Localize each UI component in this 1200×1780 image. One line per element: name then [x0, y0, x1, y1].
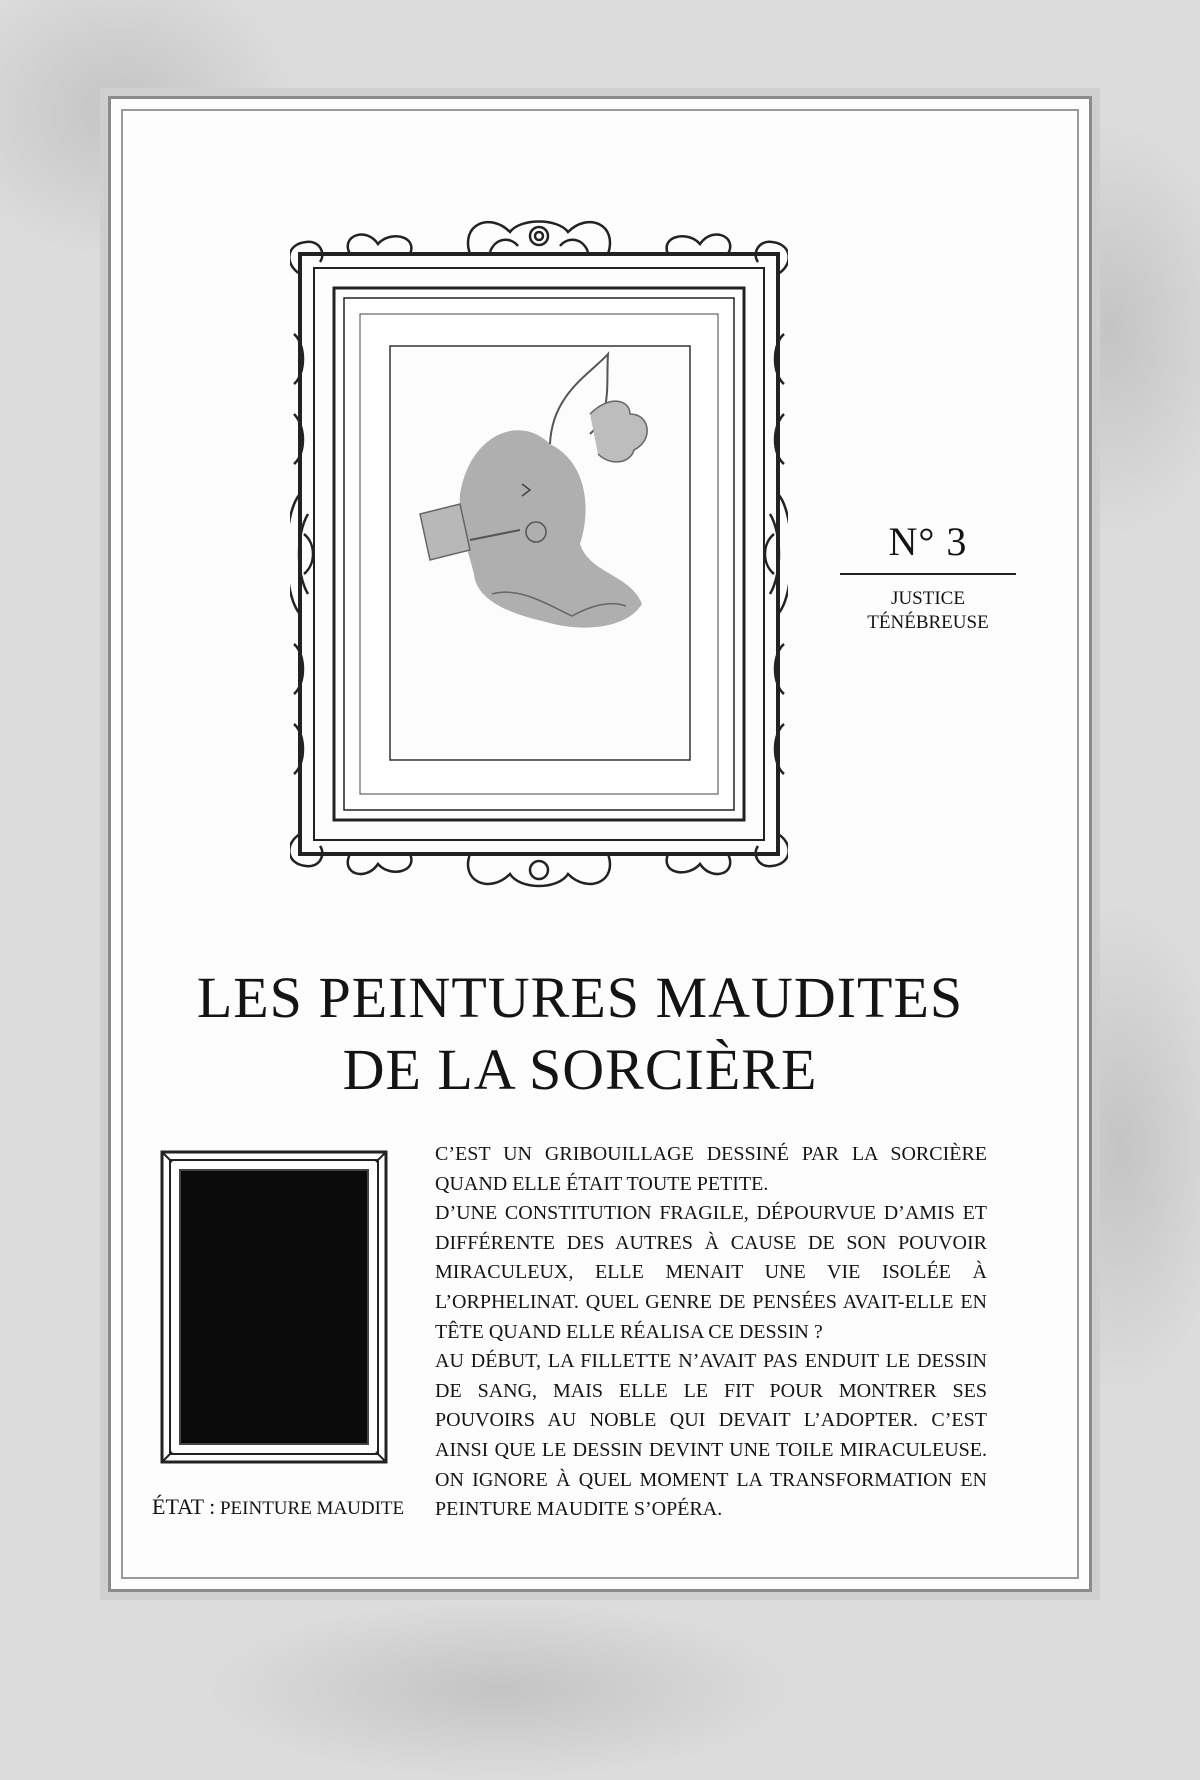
blank-canvas-illustration: [160, 1150, 388, 1464]
description-paragraph: C’EST UN GRIBOUILLAGE DESSINÉ PAR LA SORCIÈRE QUAND ELLE ÉTAIT TOUTE PETITE.: [435, 1143, 987, 1195]
ornate-frame: [290, 214, 788, 890]
painting-name-line-1: JUSTICE: [891, 588, 965, 609]
description: [435, 1140, 987, 1525]
title-line-1: LES PEINTURES MAUDITES: [196, 965, 964, 1030]
page-title: [150, 962, 1010, 1106]
painting-name-line-2: TÉNÉBREUSE: [867, 612, 989, 633]
small-frame: [160, 1150, 388, 1464]
description-paragraph: AU DÉBUT, LA FILLETTE N’AVAIT PAS ENDUIT LE DESSIN DE SANG, MAIS ELLE LE FIT POUR MONTRER SES POUVOIRS AU NOBLE QUI DEVAIT L’ADOPTER. C’EST AINSI QUE LE DESSIN DEVINT UNE TOILE MIRACULEUSE. ON IGNORE À QUEL MOMENT LA TRANSFORMATION EN PEINTURE MAUDITE S’OPÉRA.: [435, 1350, 987, 1521]
painting-number: N° 3: [840, 518, 1016, 575]
ornate-frame-illustration: [290, 214, 788, 890]
state-value: PEINTURE MAUDITE: [219, 1498, 405, 1519]
title-line-2: DE LA SORCIÈRE: [342, 1037, 818, 1102]
background-stain: [200, 1600, 800, 1780]
description-paragraph: D’UNE CONSTITUTION FRAGILE, DÉPOURVUE D’AMIS ET DIFFÉRENTE DES AUTRES À CAUSE DE SON POUVOIR MIRACULEUX, ELLE MENAIT UNE VIE ISOLÉE À L’ORPHELINAT. QUEL GENRE DE PENSÉES AVAIT-ELLE EN TÊTE QUAND ELLE RÉALISA CE DESSIN ?: [435, 1202, 987, 1343]
state-line: [152, 1494, 404, 1520]
painting-number-block: [840, 518, 1016, 635]
state-label: ÉTAT :: [152, 1494, 216, 1519]
